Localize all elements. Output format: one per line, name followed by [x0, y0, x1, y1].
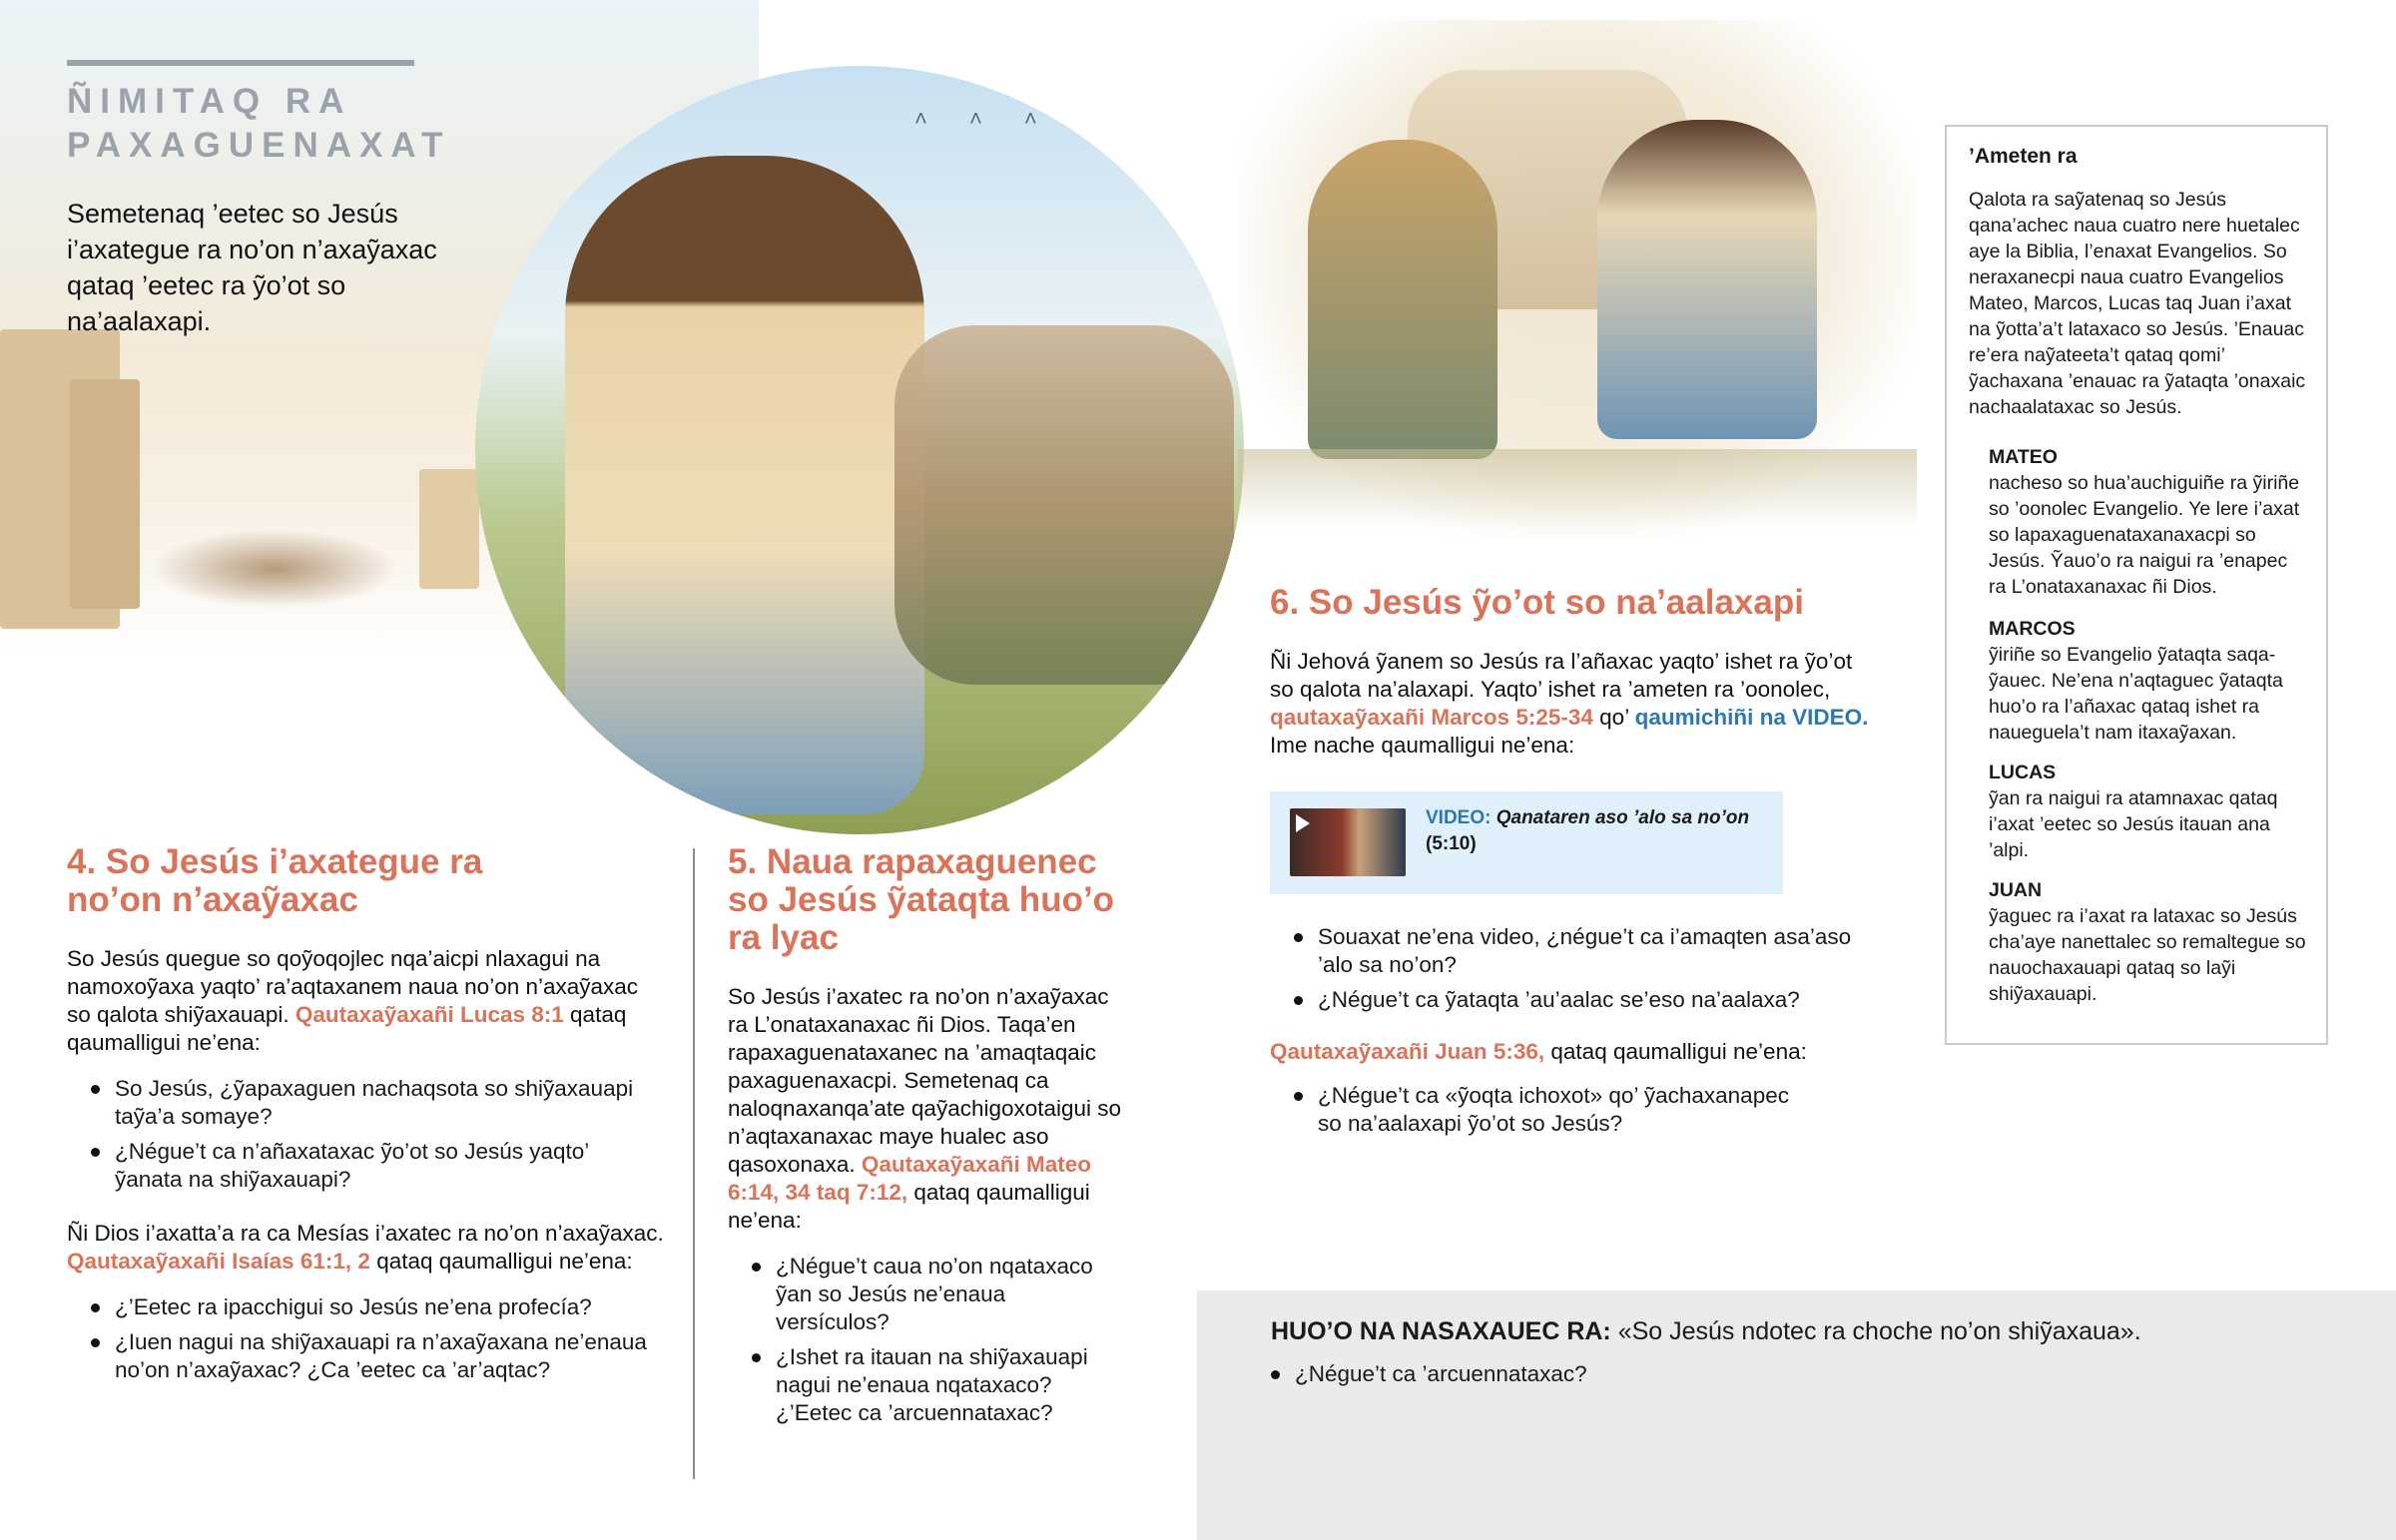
video-label: VIDEO: — [1426, 807, 1492, 828]
video-card[interactable] — [1270, 791, 1783, 894]
review-statement: HUO’O NA NASAXAUEC RA: «So Jesús ndotec ra choche no’on shiỹaxaua». — [1271, 1317, 2141, 1345]
scripture-link[interactable]: qautaxaỹaxañi Marcos 5:25-34 — [1270, 705, 1593, 730]
intro-text: Semetenaq ’eetec so Jesús i’axategue ra no’on n’axaỹaxac qataq ’eetec ra ỹo’ot so na’aalaxapi. — [67, 199, 437, 336]
section-6-questions-2 — [1270, 1082, 1809, 1138]
section-6-lower — [1270, 923, 1869, 1145]
gospel-entry-mateo — [1989, 444, 2308, 600]
video-thumbnail[interactable] — [1290, 808, 1406, 876]
section-6-paragraph: Ñi Jehová ỹanem so Jesús ra l’añaxac yaqto’ ishet ra ỹo’ot so qalota na’alaxapi. Yaqto’ ishet ra ’ameten ra ’oonolec, qautaxaỹaxañi Marcos 5:25-34 qo’ qaumichiñi na VIDEO. Ime nache qaumalligui ne’ena: — [1270, 649, 1869, 758]
section-6-questions — [1270, 923, 1859, 1014]
section-4-questions — [67, 1075, 656, 1194]
scripture-link[interactable]: Qautaxaỹaxañi Mateo 6:14, 34 taq 7:12, — [728, 1152, 1091, 1205]
section-6-paragraph-2: Qautaxaỹaxañi Juan 5:36, qataq qaumalligui ne’ena: — [1270, 1039, 1807, 1064]
gospel-name: LUCAS — [1989, 762, 2057, 783]
illustration-jesus-healing — [1238, 20, 1917, 539]
video-title[interactable]: Qanataren aso ’alo sa no’on — [1496, 807, 1750, 828]
review-questions — [1247, 1360, 2345, 1395]
page-title: ÑIMITAQ RA PAXAGUENAXAT — [67, 82, 451, 165]
section-5-heading: 5. Naua rapaxaguenec so Jesús ỹataqta huo’o ra lyac — [728, 842, 1115, 957]
section-4-heading: 4. So Jesús i’axategue ra no’on n’axaỹaxac — [67, 842, 483, 919]
scripture-link[interactable]: Qautaxaỹaxañi Lucas 8:1 — [295, 1002, 564, 1027]
review-panel — [1197, 1290, 2396, 1540]
gospel-name: MATEO — [1989, 446, 2058, 468]
gospel-entry-juan — [1989, 877, 2308, 1007]
play-icon[interactable] — [1296, 814, 1310, 832]
sidebar-paragraph: Qalota ra saỹatenaq so Jesús qana’achec naua cuatro nere huetalec aye la Biblia, l’enaxat Evangelios. So neraxanecpi naua cuatro Evangelios Mateo, Marcos, Lucas taq Juan i’axat na ỹotta’a’t lataxaco so Jesús. ’Enauac re’era naỹateeta’t qataq qomi’ ỹachaxana ’enauac ra ỹataqta ’onaxaic nachaalataxac so Jesús. — [1969, 189, 2306, 418]
gospel-description: ỹaguec ra i’axat ra lataxac so Jesús cha’aye nanettalec so remaltegue so nauochaxauapi qataq so laỹi shiỹaxauapi. — [1989, 905, 2306, 1005]
sidebar-title: ’Ameten ra — [1969, 145, 2078, 168]
section-4-questions-2 — [67, 1293, 656, 1384]
section-4-paragraph-2: Ñi Dios i’axatta’a ra ca Mesías i’axatec ra no’on n’axaỹaxac. Qautaxaỹaxañi Isaías 61:1, 2 qataq qaumalligui ne’ena: — [67, 1221, 664, 1274]
gospel-name: MARCOS — [1989, 618, 2076, 640]
video-link[interactable]: qaumichiñi na VIDEO. — [1634, 705, 1869, 730]
question-item: ¿Négue’t ca ’arcuennataxac? — [1247, 1360, 2345, 1388]
section-5-paragraph: So Jesús i’axatec ra no’on n’axaỹaxac ra L’onataxanaxac ñi Dios. Taqa’en rapaxaguenataxanec na ’amaqtaqaic paxaguenaxacpi. Semetenaq ca naloqnaxanqa’ate qaỹachigoxotaigui so n’aqtaxanaxac maye hualec aso qasoxonaxa. Qautaxaỹaxañi Mateo 6:14, 34 taq 7:12, qataq qaumalligui ne’ena: — [728, 984, 1122, 1233]
scripture-link[interactable]: Qautaxaỹaxañi Juan 5:36, — [1270, 1039, 1545, 1064]
video-duration: (5:10) — [1426, 833, 1477, 854]
illustration-jesus-preaching: ˄ ˄ ˄ — [475, 66, 1244, 834]
question-item: ¿Négue’t caua no’on nqataxaco ỹan so Jesús ne’enaua versículos? — [728, 1253, 1122, 1336]
section-4 — [67, 843, 666, 1391]
gospel-description: ỹiriñe so Evangelio ỹataqta saqa-ỹauec. Ne’ena n’aqtaguec ỹataqta huo’o ra l’añaxac qataq ishet ra naueguela’t nam itaxaỹaxan. — [1989, 644, 2283, 744]
section-4-paragraph: So Jesús quegue so qoỹoqojlec nqa’aicpi nlaxagui na namoxoỹaxa yaqto’ ra’aqtaxanem naua no’on n’axaỹaxac so qalota shiỹaxauapi. Qautaxaỹaxañi Lucas 8:1 qataq qaumalligui ne’ena: — [67, 946, 639, 1055]
section-6-heading: 6. So Jesús ỹo’ot so na’aalaxapi — [1270, 583, 1804, 622]
scripture-link[interactable]: Qautaxaỹaxañi Isaías 61:1, 2 — [67, 1249, 370, 1274]
section-6 — [1270, 584, 1869, 760]
question-item: ¿Négue’t ca n’añaxataxac ỹo’ot so Jesús yaqto’ ỹanata na shiỹaxauapi? — [67, 1138, 656, 1194]
sidebar-box — [1945, 125, 2328, 1045]
question-item: ¿Négue’t ca «ỹoqta ichoxot» qo’ ỹachaxanapec so na’aalaxapi ỹo’ot so Jesús? — [1270, 1082, 1809, 1138]
gospel-entry-marcos — [1989, 616, 2308, 746]
question-item: ¿’Eetec ra ipacchigui so Jesús ne’ena profecía? — [67, 1293, 656, 1321]
section-5 — [728, 843, 1127, 1434]
question-item: ¿Ishet ra itauan na shiỹaxauapi nagui ne’enaua nqataxaco? ¿’Eetec ca ’arcuennataxac? — [728, 1343, 1122, 1427]
question-item: Souaxat ne’ena video, ¿négue’t ca i’amaqten asa’aso ’alo sa no’on? — [1270, 923, 1859, 979]
section-5-questions — [728, 1253, 1122, 1427]
question-item: ¿Iuen nagui na shiỹaxauapi ra n’axaỹaxana ne’enaua no’on n’axaỹaxac? ¿Ca ’eetec ca ’ar’aqtac? — [67, 1328, 656, 1384]
gospel-description: nacheso so hua’auchiguiñe ra ỹiriñe so ’oonolec Evangelio. Ye lere i’axat so lapaxaguenataxanaxacpi so Jesús. Ỹauo’o ra naigui ra ’enapec ra L’onataxanaxac ñi Dios. — [1989, 472, 2300, 598]
gospel-entry-lucas — [1989, 760, 2308, 863]
header-rule — [67, 60, 414, 66]
gospel-name: JUAN — [1989, 879, 2043, 901]
video-info — [1426, 805, 1765, 857]
review-label: HUO’O NA NASAXAUEC RA: — [1271, 1317, 1611, 1345]
gospel-description: ỹan ra naigui ra atamnaxac qataq i’axat ’eetec so Jesús itauan ana ’alpi. — [1989, 787, 2278, 861]
column-divider — [693, 848, 695, 1479]
question-item: ¿Négue’t ca ỹataqta ’au’aalac se’eso na’aalaxa? — [1270, 986, 1859, 1014]
question-item: So Jesús, ¿ỹapaxaguen nachaqsota so shiỹaxauapi taỹa’a somaye? — [67, 1075, 656, 1131]
